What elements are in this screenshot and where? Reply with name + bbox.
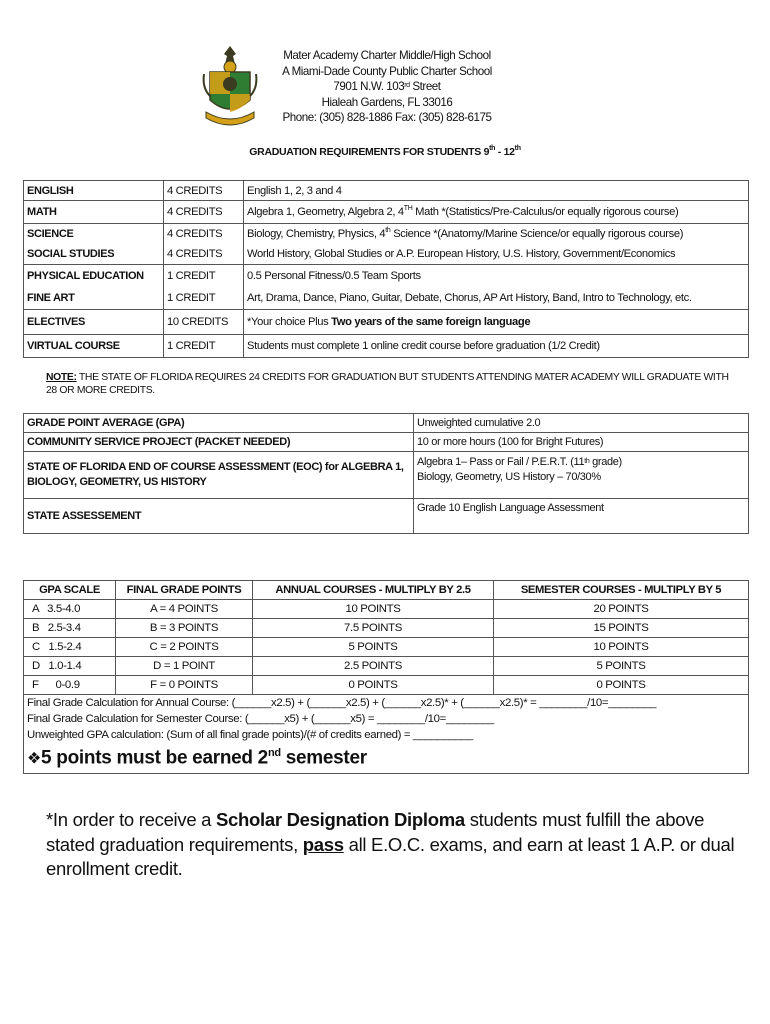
note-text: THE STATE OF FLORIDA REQUIRES 24 CREDITS FOR GRADUATION BUT STUDENTS ATTENDING MATER ACADEMY WILL GRADUATE WITH 28 OR MORE CREDITS. [46, 372, 729, 396]
column-header: SEMESTER COURSES - MULTIPLY BY 5 [494, 581, 749, 600]
semester-points-cell: 15 POINTS [494, 619, 749, 638]
credit-count: 4 CREDITS [164, 181, 244, 201]
scholar-designation-note: *In order to receive a Scholar Designation Diploma students must fulfill the above stated graduation requirements, pass all E.O.C. exams, and earn at least 1 A.P. or dual enrollment credit. [46, 809, 735, 879]
unweighted-calc-row [24, 727, 749, 743]
credit-count: 1 CREDIT [164, 265, 244, 287]
requirement-row [24, 433, 749, 452]
gpa-scale-cell: A 3.5-4.0 [24, 600, 116, 619]
annual-calc-row [24, 695, 749, 712]
semester-calc-row [24, 711, 749, 727]
column-header: GPA SCALE [24, 581, 116, 600]
course-list: Biology, Chemistry, Physics, 4th Science *(Anatomy/Marine Science/or equally rigorous course) [244, 224, 749, 244]
diamond-bullet-icon: ❖ [27, 748, 42, 768]
credit-count: 4 CREDITS [164, 224, 244, 244]
school-street: 7901 N.W. 103rd Street [333, 80, 441, 94]
requirement-row [24, 414, 749, 433]
subject-label: SCIENCE [24, 224, 164, 244]
school-district: A Miami-Dade County Public Charter School [282, 64, 492, 78]
grade-points-cell: D = 1 POINT [116, 657, 253, 676]
semester-points-cell: 0 POINTS [494, 676, 749, 695]
credits-row-fine-art [24, 286, 749, 310]
credit-count: 1 CREDIT [164, 286, 244, 310]
credits-row-electives [24, 310, 749, 335]
semester-points-cell: 10 POINTS [494, 638, 749, 657]
annual-points-cell: 7.5 POINTS [253, 619, 494, 638]
semester-points-requirement: ❖5 points must be earned 2nd semester [24, 743, 749, 774]
gpa-header-row [24, 581, 749, 600]
annual-points-cell: 5 POINTS [253, 638, 494, 657]
graduation-requirements-title: GRADUATION REQUIREMENTS FOR STUDENTS 9th - 12th [249, 145, 521, 158]
requirement-label: STATE OF FLORIDA END OF COURSE ASSESSMENT (EOC) for ALGEBRA 1, BIOLOGY, GEOMETRY, US HISTORY [24, 452, 414, 499]
credits-row-english [24, 181, 749, 201]
subject-label: SOCIAL STUDIES [24, 243, 164, 265]
grade-points-cell: C = 2 POINTS [116, 638, 253, 657]
course-list: 0.5 Personal Fitness/0.5 Team Sports [244, 265, 749, 287]
school-crest-logo [200, 44, 260, 128]
subject-label: PHYSICAL EDUCATION [24, 265, 164, 287]
gpa-scale-cell: B 2.5-3.4 [24, 619, 116, 638]
school-header [262, 48, 512, 126]
table-row [24, 676, 749, 695]
course-list: Art, Drama, Dance, Piano, Guitar, Debate, Chorus, AP Art History, Band, Intro to Technology, etc. [244, 286, 749, 310]
course-list: Algebra 1, Geometry, Algebra 2, 4TH Math *(Statistics/Pre-Calculus/or equally rigorous course) [244, 201, 749, 224]
credit-count: 1 CREDIT [164, 335, 244, 358]
grade-points-cell: A = 4 POINTS [116, 600, 253, 619]
gpa-scale-cell: C 1.5-2.4 [24, 638, 116, 657]
subject-label: ENGLISH [24, 181, 164, 201]
subject-label: VIRTUAL COURSE [24, 335, 164, 358]
grade-points-cell: F = 0 POINTS [116, 676, 253, 695]
annual-points-cell: 0 POINTS [253, 676, 494, 695]
course-list: English 1, 2, 3 and 4 [244, 181, 749, 201]
requirement-value: Unweighted cumulative 2.0 [414, 414, 749, 433]
credits-row-social-studies [24, 243, 749, 265]
subject-label: MATH [24, 201, 164, 224]
gpa-scale-cell: F 0-0.9 [24, 676, 116, 695]
annual-points-cell: 2.5 POINTS [253, 657, 494, 676]
requirement-label: GRADE POINT AVERAGE (GPA) [24, 414, 414, 433]
grade-points-cell: B = 3 POINTS [116, 619, 253, 638]
requirement-value: Algebra 1– Pass or Fail / P.E.R.T. (11th grade) Biology, Geometry, US History – 70/30% [414, 452, 749, 499]
column-header: FINAL GRADE POINTS [116, 581, 253, 600]
requirement-label: STATE ASSESSEMENT [24, 499, 414, 534]
column-header: ANNUAL COURSES - MULTIPLY BY 2.5 [253, 581, 494, 600]
semester-points-cell: 5 POINTS [494, 657, 749, 676]
credit-count: 4 CREDITS [164, 243, 244, 265]
requirement-row [24, 452, 749, 499]
table-row [24, 600, 749, 619]
requirement-value: Grade 10 English Language Assessment [414, 499, 749, 534]
credits-row-science [24, 224, 749, 244]
credits-table [23, 180, 749, 358]
credits-row-math [24, 201, 749, 224]
semester-calc-formula: Final Grade Calculation for Semester Course: (______x5) + (______x5) = ________/10=________ [24, 711, 749, 727]
annual-calc-formula: Final Grade Calculation for Annual Course: (______x2.5) + (______x2.5) + (______x2.5)* + (______x2.5)* = ________/10=________ [24, 695, 749, 712]
table-row [24, 619, 749, 638]
requirement-row [24, 499, 749, 534]
credits-row-virtual-course [24, 335, 749, 358]
unweighted-gpa-formula: Unweighted GPA calculation: (Sum of all final grade points)/(# of credits earned) = __________ [24, 727, 749, 743]
course-list: Students must complete 1 online credit course before graduation (1/2 Credit) [244, 335, 749, 358]
subject-label: FINE ART [24, 286, 164, 310]
gpa-scale-cell: D 1.0-1.4 [24, 657, 116, 676]
credit-count: 10 CREDITS [164, 310, 244, 335]
table-row [24, 638, 749, 657]
semester-points-cell: 20 POINTS [494, 600, 749, 619]
requirement-value: 10 or more hours (100 for Bright Futures) [414, 433, 749, 452]
table-row [24, 657, 749, 676]
semester-points-row [24, 743, 749, 774]
course-list: World History, Global Studies or A.P. European History, U.S. History, Government/Economics [244, 243, 749, 265]
requirement-label: COMMUNITY SERVICE PROJECT (PACKET NEEDED) [24, 433, 414, 452]
annual-points-cell: 10 POINTS [253, 600, 494, 619]
credits-note [46, 371, 736, 397]
school-phone: Phone: (305) 828-1886 Fax: (305) 828-6175 [282, 111, 492, 125]
credits-row-physical-education [24, 265, 749, 287]
credit-count: 4 CREDITS [164, 201, 244, 224]
school-city: Hialeah Gardens, FL 33016 [321, 95, 453, 109]
gpa-scale-table [23, 580, 749, 774]
requirements-table [23, 413, 749, 534]
note-label: NOTE: [46, 372, 77, 383]
subject-label: ELECTIVES [24, 310, 164, 335]
course-list: *Your choice Plus Two years of the same foreign language [244, 310, 749, 335]
school-name: Mater Academy Charter Middle/High School [283, 49, 491, 62]
